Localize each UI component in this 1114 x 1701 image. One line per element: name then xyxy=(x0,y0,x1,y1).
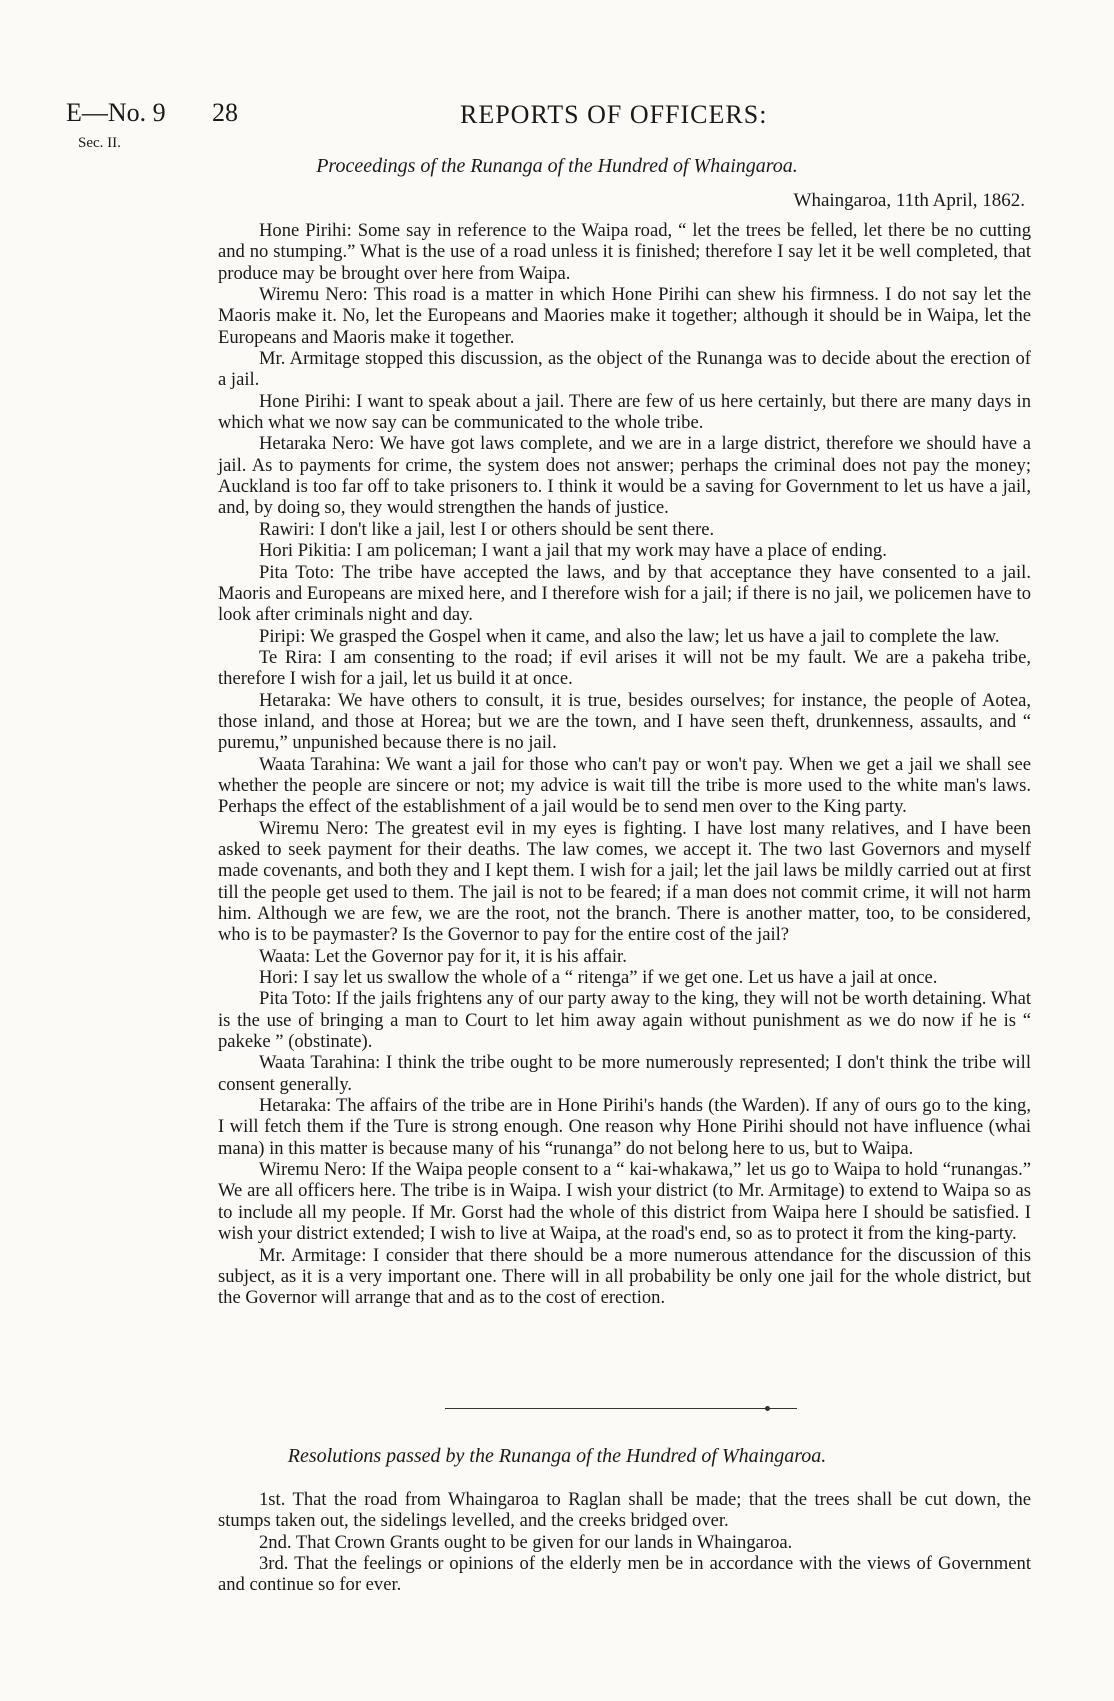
paragraph: Wiremu Nero: The greatest evil in my eyes is fighting. I have lost many relatives, and I have been asked to seek payment for their deaths. The law comes, we accept it. The two last Governors and myself made covenants, and both they and I kept them. I wish for a jail; let the jail laws be mildly carried out at first till the people get used to them. The jail is not to be feared; if a man does not commit crime, it will not harm him. Although we are few, we are the root, not the branch. There is another matter, too, to be considered, who is to be paymaster? Is the Governor to pay for the entire cost of the jail? xyxy=(218,817,1031,946)
paragraph: Waata Tarahina: I think the tribe ought to be more numerously represented; I don't think the tribe will consent generally. xyxy=(218,1052,1031,1095)
paragraph: Wiremu Nero: If the Waipa people consent to a “ kai-whakawa,” let us go to Waipa to hold “runangas.” We are all officers here. The tribe is in Waipa. I wish your district (to Mr. Armitage) to extend to Waipa so as to include all my people. If Mr. Gorst had the whole of this district from Waipa here I should be satisfied. I wish your district extended; I wish to live at Waipa, at the road's end, so as to protect it from the king-party. xyxy=(218,1159,1031,1245)
proceedings-title: Proceedings of the Runanga of the Hundred of Whaingaroa. xyxy=(316,155,798,177)
section-divider xyxy=(445,1408,797,1409)
paragraph: Hone Pirihi: Some say in reference to the Waipa road, “ let the trees be felled, let there be no cutting and no stumping.” What is the use of a road unless it is finished; therefore I say let it be well completed, that produce may be brought over here from Waipa. xyxy=(218,220,1031,284)
paragraph: Mr. Armitage stopped this discussion, as the object of the Runanga was to decide about the erection of a jail. xyxy=(218,348,1031,391)
page-title: REPORTS OF OFFICERS: xyxy=(460,100,768,129)
paragraph: Pita Toto: If the jails frightens any of our party away to the king, they will not be worth detaining. What is the use of bringing a man to Court to let him away again without punishment as we do now if he is “ pakeke ” (obstinate). xyxy=(218,988,1031,1053)
document-reference: E—No. 9 xyxy=(66,98,166,127)
resolution-item: 1st. That the road from Whaingaroa to Raglan shall be made; that the trees shall be cut down, the stumps taken out, the sidelings levelled, and the creeks bridged over. xyxy=(218,1489,1031,1532)
paragraph: Waata Tarahina: We want a jail for those who can't pay or won't pay. When we get a jail we shall see whether the people are sincere or not; my advice is wait till the tribe is more used to the white man's laws. Perhaps the effect of the establishment of a jail would be to send men over to the King party. xyxy=(218,753,1031,818)
proceedings-body xyxy=(218,220,1031,1309)
paragraph: Hetaraka: The affairs of the tribe are in Hone Pirihi's hands (the Warden). If any of ours go to the king, I will fetch them if the Ture is strong enough. One reason why Hone Pirihi should not have influence (whai mana) in this matter is because many of his “runanga” do not belong here to us, but to Waipa. xyxy=(218,1095,1031,1159)
paragraph: Hori: I say let us swallow the whole of a “ ritenga” if we get one. Let us have a jail at once. xyxy=(259,967,938,989)
paragraph: Hetaraka Nero: We have got laws complete, and we are in a large district, therefore we should have a jail. As to payments for crime, the system does not answer; perhaps the criminal does not pay the money; Auckland is too far off to take prisoners to. I think it would be a saving for Government to let us have a jail, and, by doing so, they would strengthen the hands of justice. xyxy=(218,433,1031,519)
paragraph: Hetaraka: We have others to consult, it is true, besides ourselves; for instance, the people of Aotea, those inland, and those at Horea; but we are the town, and I have seen theft, drunkenness, assaults, and “ puremu,” unpunished because there is no jail. xyxy=(218,689,1031,754)
resolution-item: 2nd. That Crown Grants ought to be given for our lands in Whaingaroa. xyxy=(259,1531,793,1553)
paragraph: Hone Pirihi: I want to speak about a jail. There are few of us here certainly, but there are many days in which what we now say can be communicated to the whole tribe. xyxy=(218,390,1031,434)
divider-ornament xyxy=(765,1406,770,1411)
paragraph: Hori Pikitia: I am policeman; I want a jail that my work may have a place of ending. xyxy=(259,540,887,562)
resolutions-body xyxy=(218,1489,1031,1596)
resolution-item: 3rd. That the feelings or opinions of the elderly men be in accordance with the views of Government and continue so for ever. xyxy=(218,1553,1031,1596)
dateline: Whaingaroa, 11th April, 1862. xyxy=(793,190,1025,211)
resolutions-title: Resolutions passed by the Runanga of the Hundred of Whaingaroa. xyxy=(287,1445,827,1467)
paragraph: Mr. Armitage: I consider that there should be a more numerous attendance for the discussion of this subject, as it is a very important one. There will in all probability be only one jail for the whole district, but the Governor will arrange that and as to the cost of erection. xyxy=(218,1244,1031,1309)
paragraph: Waata: Let the Governor pay for it, it is his affair. xyxy=(259,945,627,967)
paragraph: Piripi: We grasped the Gospel when it came, and also the law; let us have a jail to complete the law. xyxy=(259,625,1000,647)
paragraph: Te Rira: I am consenting to the road; if evil arises it will not be my fault. We are a pakeha tribe, therefore I wish for a jail, let us build it at once. xyxy=(218,646,1031,690)
paragraph: Pita Toto: The tribe have accepted the laws, and by that acceptance they have consented to a jail. Maoris and Europeans are mixed here, and I therefore wish for a jail; if there is no jail, we policemen have to look after criminals night and day. xyxy=(218,561,1031,626)
paragraph: Rawiri: I don't like a jail, lest I or others should be sent there. xyxy=(259,518,715,540)
page-number: 28 xyxy=(212,98,238,127)
section-label: Sec. II. xyxy=(78,135,121,151)
paragraph: Wiremu Nero: This road is a matter in which Hone Pirihi can shew his firmness. I do not say let the Maoris make it. No, let the Europeans and Maories make it together; although it should be in Waipa, let the Europeans and Maoris make it together. xyxy=(218,284,1031,348)
